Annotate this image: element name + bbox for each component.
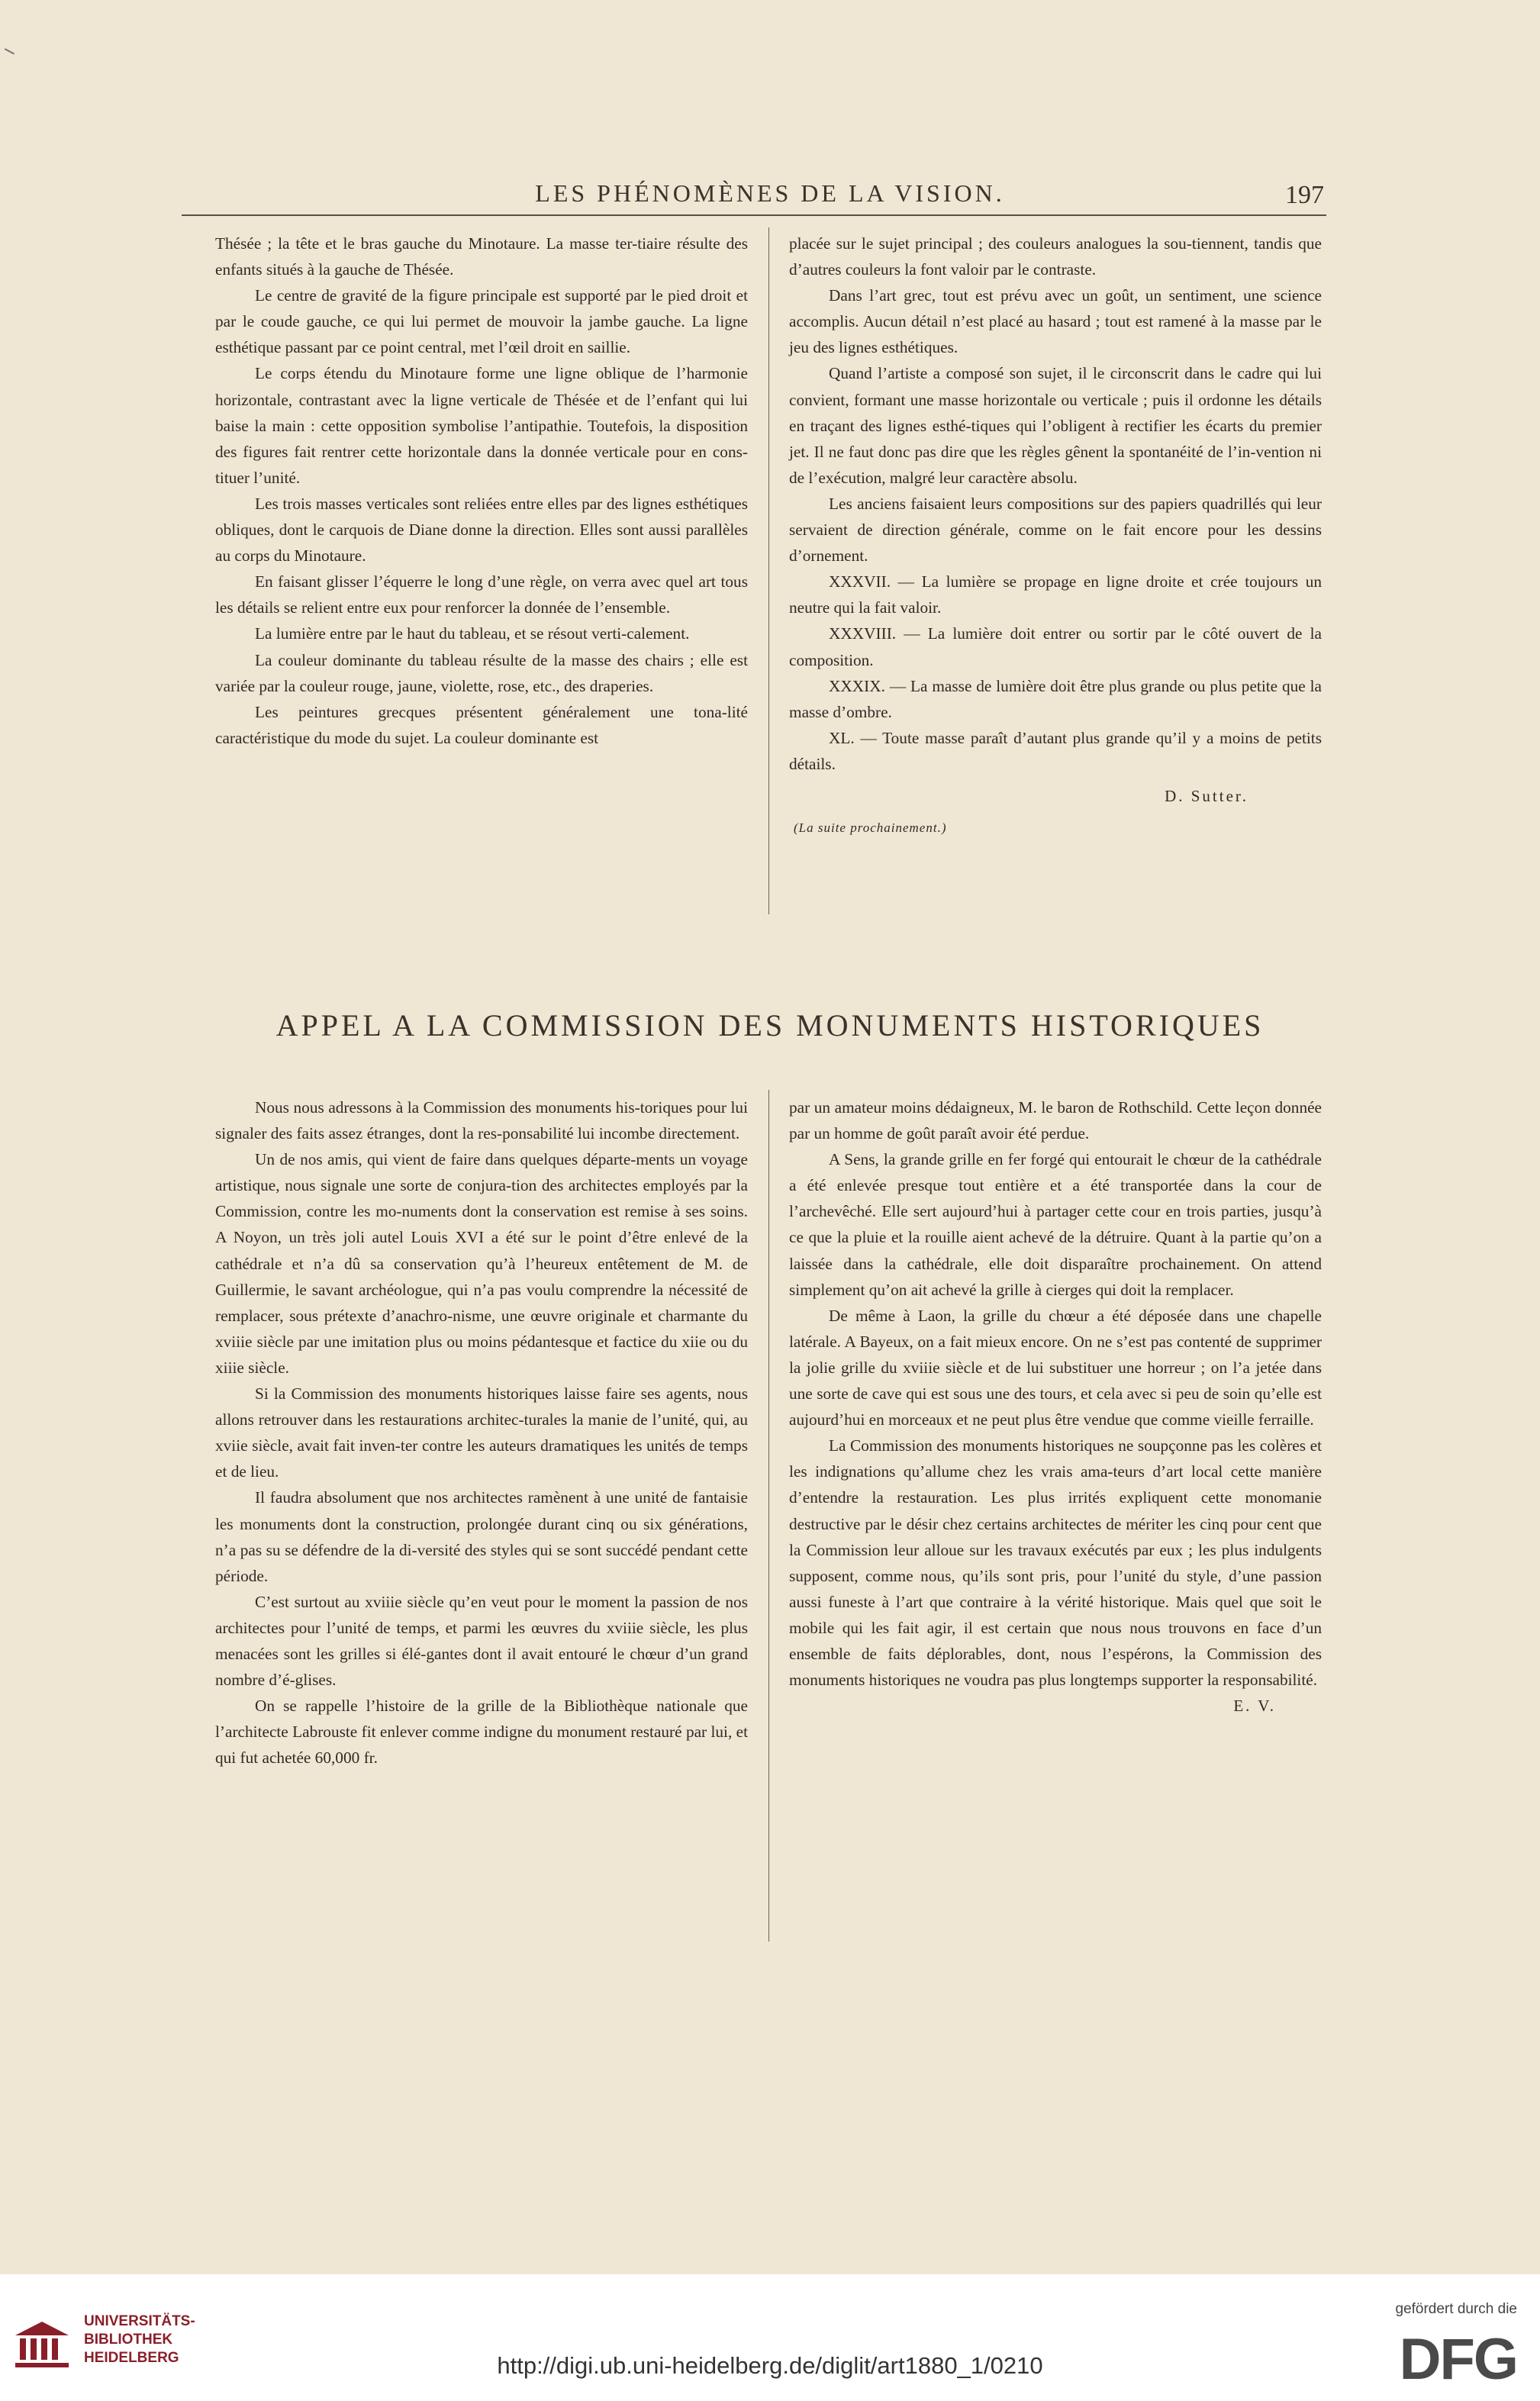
- paragraph: Les peintures grecques présentent généralement une tona-lité caractéristique du mode du sujet. La couleur dominante est: [215, 702, 748, 747]
- dfg-logo: DFG: [1399, 2327, 1517, 2392]
- paragraph: En faisant glisser l’équerre le long d’une règle, on verra avec quel art tous les détails se relient entre eux pour renforcer la donnée de l’ensemble.: [215, 572, 748, 617]
- footer-bar: [0, 2274, 1540, 2401]
- paragraph: Thésée ; la tête et le bras gauche du Minotaure. La masse ter-tiaire résulte des enfants situés à la gauche de Thésée.: [215, 234, 748, 279]
- paragraph: On se rappelle l’histoire de la grille de la Bibliothèque nationale que l’architecte Labrouste fit enlever comme indigne du monument restauré par lui, et qui fut achetée 60,000 fr.: [215, 1697, 748, 1768]
- paragraph: Nous nous adressons à la Commission des monuments his-toriques pour lui signaler des faits assez étranges, dont la res-ponsabilité lui incombe directement.: [215, 1098, 748, 1143]
- paragraph: A Sens, la grande grille en fer forgé qui entourait le chœur de la cathédrale a été enlevée presque tout entière et a été transportée dans la cour de l’archevêché. Elle sert aujourd’hui à partager cette cour en trois parties, jusqu’à ce que la pluie et la rouille aient achevé de la détruire. Quant à la partie qu’on a laissée dans la cathédrale, elle doit disparaître prochainement. On attend simplement qu’on ait achevé la grille à cierges qui doit la remplacer.: [789, 1150, 1322, 1299]
- paragraph: XXXIX. — La masse de lumière doit être plus grande ou plus petite que la masse d’ombre.: [789, 676, 1322, 721]
- paragraph: XXXVIII. — La lumière doit entrer ou sortir par le côté ouvert de la composition.: [789, 624, 1322, 669]
- paragraph: Un de nos amis, qui vient de faire dans quelques départe-ments un voyage artistique, nous signale une sorte de conjura-tion des architectes employés par la Commission, contre les mo-numents dont la conservation est remise à ses soins. A Noyon, un très joli autel Louis XVI a été sur le point d’être enlevé de la cathédrale et n’a dû sa conservation qu’à l’heureux entêtement de M. de Guillermie, le savant archéologue, qui n’a pas voulu comprendre la nécessité de remplacer, sous prétexte d’anachro-nisme, une œuvre originale et charmante du xviiie siècle par une imitation plus ou moins pédantesque et factice du xiie ou du xiiie siècle.: [215, 1150, 748, 1377]
- article2-left-column: [215, 1094, 748, 1771]
- paragraph: Les trois masses verticales sont reliées entre elles par des lignes esthétiques obliques, dont le carquois de Diane donne la direction. Elles sont aussi parallèles au corps du Minotaure.: [215, 494, 748, 566]
- paragraph: De même à Laon, la grille du chœur a été déposée dans une chapelle latérale. A Bayeux, on a fait mieux encore. On ne s’est pas contenté de supprimer la jolie grille du xviiie siècle et de lui substituer une horreur ; on l’a jetée dans une sorte de cave qui est sous une des tours, et cela avec si peu de soin qu’elle est aujourd’hui en morceaux et ne peut plus être vendue que comme vieille ferraille.: [789, 1306, 1322, 1429]
- paragraph: La couleur dominante du tableau résulte de la masse des chairs ; elle est variée par la couleur rouge, jaune, violette, rose, etc., des draperies.: [215, 650, 748, 695]
- header-rule: [182, 214, 1326, 216]
- paragraph: Il faudra absolument que nos architectes ramènent à une unité de fantaisie les monuments dont la construction, prolongée durant cinq ou six générations, n’a pas su se défendre de la di-versité des styles qui se sont succédé pendant cette période.: [215, 1488, 748, 1585]
- library-name-line: BIBLIOTHEK: [84, 2332, 173, 2348]
- library-name-line: UNIVERSITÄTS-: [84, 2313, 195, 2329]
- library-name-line: HEIDELBERG: [84, 2350, 179, 2366]
- article1-right-column: [789, 230, 1322, 841]
- paragraph: La Commission des monuments historiques ne soupçonne pas les colères et les indignations qu’allume chez les vrais ama-teurs d’art local cette manière d’entendre la restauration. Les plus irrités expliquent cette monomanie destructive par le désir chez certains architectes de mériter les cinq pour cent que la Commission leur alloue sur les travaux exécutés par eux ; les plus indulgents supposent, comme nous, qu’ils sont pris, pour l’unité du style, d’une passion aussi funeste à l’art que contraire à la vérité historique. Mais quel que soit le mobile qui les fait agir, il est certain que nous nous trouvons en face d’un ensemble de faits déplorables, dont, nous l’espérons, la Commission des monuments historiques ne voudra pas plus longtemps supporter la responsabilité.: [789, 1436, 1322, 1690]
- running-title: LES PHÉNOMÈNES DE LA VISION.: [535, 179, 1005, 207]
- article1-left-column: [215, 230, 748, 751]
- continuation-note: (La suite prochainement.): [794, 820, 947, 836]
- paragraph: XXXVII. — La lumière se propage en ligne droite et crée toujours un neutre qui la fait valoir.: [789, 572, 1322, 617]
- paragraph: placée sur le sujet principal ; des couleurs analogues la sou-tiennent, tandis que d’autres couleurs la font valoir par le contraste.: [789, 234, 1322, 279]
- paragraph: La lumière entre par le haut du tableau, et se résout verti-calement.: [255, 624, 690, 643]
- paragraph: Le centre de gravité de la figure principale est supporté par le pied droit et par le coude gauche, ce qui lui permet de mouvoir la jambe gauche. La ligne esthétique passant par ce point central, met l’œil droit en saillie.: [215, 286, 748, 357]
- margin-mark: [2, 48, 14, 59]
- column-divider: [768, 1090, 769, 1942]
- paragraph: Les anciens faisaient leurs compositions sur des papiers quadrillés qui leur servaient de direction générale, comme on le fait encore pour les dessins d’ornement.: [789, 494, 1322, 566]
- author-signature: E. V.: [1233, 1697, 1276, 1716]
- author-signature: D. Sutter.: [1165, 786, 1248, 805]
- paragraph: C’est surtout au xviiie siècle qu’en veut pour le moment la passion de nos architectes pour l’unité de temps, et parmi les œuvres du xviiie siècle, les plus menacées sont les grilles si élé-gantes dont il avait entouré le chœur d’un grand nombre d’é-glises.: [215, 1592, 748, 1690]
- page-number: 197: [1285, 181, 1324, 209]
- paragraph: Le corps étendu du Minotaure forme une ligne oblique de l’harmonie horizontale, contrastant avec la ligne verticale de Thésée et de l’enfant qui lui baise la main : cette opposition symbolise l’antipathie. Toutefois, la disposition des figures fait rentrer cette horizontale dans la donnée verticale pour en cons-tituer l’unité.: [215, 364, 748, 487]
- section-title: APPEL A LA COMMISSION DES MONUMENTS HISTORIQUES: [275, 1008, 1265, 1043]
- funded-by-label: gefördert durch die: [1395, 2301, 1517, 2317]
- column-divider: [768, 227, 769, 914]
- paragraph: Si la Commission des monuments historiques laisse faire ses agents, nous allons retrouver dans les restaurations architec-turales la manie de l’unité, qui, au xviie siècle, avait fait inven-ter contre les auteurs dramatiques les unités de temps et de lieu.: [215, 1384, 748, 1481]
- paragraph: Dans l’art grec, tout est prévu avec un goût, un sentiment, une science accomplis. Aucun détail n’est placé au hasard ; tout est ramené à la masse par le jeu des lignes esthétiques.: [789, 286, 1322, 357]
- paragraph: par un amateur moins dédaigneux, M. le baron de Rothschild. Cette leçon donnée par un homme de goût paraît avoir été perdue.: [789, 1098, 1322, 1143]
- article2-right-column: [789, 1094, 1322, 1719]
- source-url-link[interactable]: http://digi.ub.uni-heidelberg.de/diglit/art1880_1/0210: [497, 2352, 1043, 2379]
- paragraph: Quand l’artiste a composé son sujet, il le circonscrit dans le cadre qui lui convient, formant une masse horizontale ou verticale ; puis il ordonne les détails en traçant des lignes esthé-tiques qui l’obligent à rectifier les écarts du premier jet. Il ne faut donc pas dire que les règles gênent la spontanéité de l’in-vention ni de l’exécution, malgré leur caractère absolu.: [789, 364, 1322, 487]
- paragraph: XL. — Toute masse paraît d’autant plus grande qu’il y a moins de petits détails.: [789, 728, 1322, 773]
